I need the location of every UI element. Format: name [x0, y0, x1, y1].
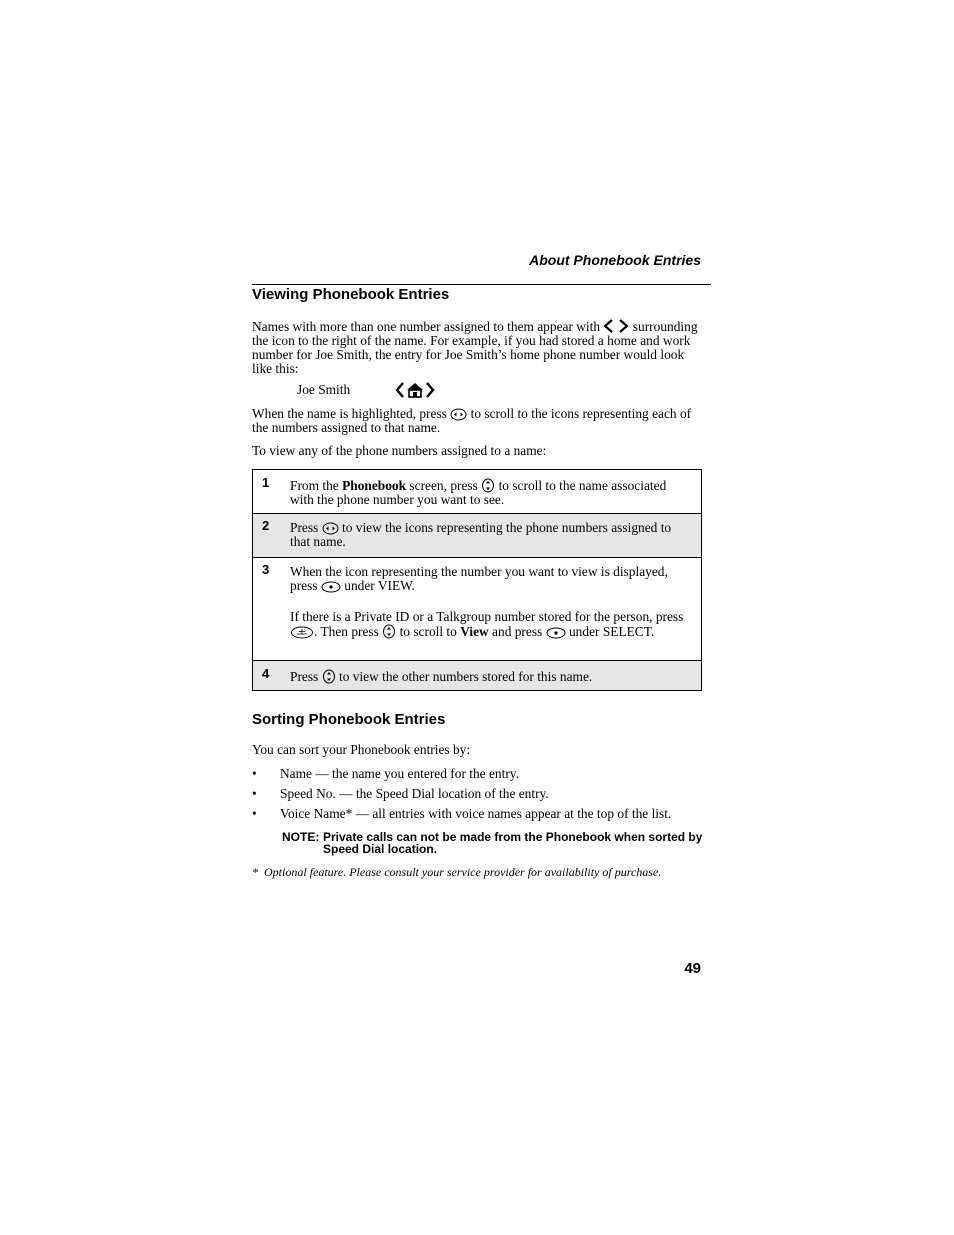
step-row-4 — [253, 661, 701, 691]
view-label: View — [460, 624, 489, 639]
phonebook-label: Phonebook — [342, 478, 407, 493]
list-item-text: Name — the name you entered for the entry. — [280, 766, 519, 781]
step-1-text-c: screen, press — [406, 478, 478, 493]
note-text: Private calls can not be made from the Phonebook when sorted by Speed Dial location. — [323, 830, 703, 856]
paragraph-sort-intro: You can sort your Phonebook entries by: — [252, 742, 471, 757]
section-title-viewing: Viewing Phonebook Entries — [252, 286, 450, 303]
note-label: NOTE: — [282, 830, 320, 844]
step-3-second-paragraph — [290, 610, 691, 639]
footnote-mark: * — [252, 865, 258, 879]
step-number: 1 — [262, 475, 270, 490]
step-1-text-d: to scroll to the name associated with the phone number you want to see. — [290, 478, 667, 507]
step-3-text-a: When the icon representing the number you want to view is displayed, press — [290, 564, 668, 593]
paragraph-highlighted — [252, 407, 702, 435]
step-4-text-b: to view the other numbers stored for this name. — [339, 669, 593, 684]
step-1-text-a: From the — [290, 478, 343, 493]
step-number: 2 — [262, 518, 270, 533]
footnote — [252, 865, 661, 879]
step-3-text-b: under VIEW. — [344, 578, 415, 593]
nav-up-down-icon — [481, 478, 495, 493]
step-row-2 — [253, 514, 701, 558]
page-number: 49 — [684, 960, 701, 977]
header-rule — [252, 284, 711, 285]
nav-up-down-icon — [382, 624, 396, 639]
menu-key-icon — [290, 626, 314, 639]
footnote-text: Optional feature. Please consult your service provider for availability of purchase. — [264, 865, 662, 879]
list-item-text: Speed No. — the Speed Dial location of the entry. — [280, 786, 549, 801]
step-2-text-b: to view the icons representing the phone numbers assigned to that name. — [290, 520, 672, 549]
step-text — [290, 661, 691, 684]
example-entry-name: Joe Smith — [297, 382, 351, 397]
step-number: 3 — [262, 562, 270, 577]
bullet-mark: • — [252, 786, 257, 801]
example-entry-icons — [395, 381, 435, 402]
bullet-mark: • — [252, 766, 257, 781]
step-number: 4 — [262, 666, 270, 681]
nav-up-down-icon — [322, 669, 336, 684]
p2-text-after: to scroll to the icons representing each of the numbers assigned to that name. — [252, 406, 692, 435]
paragraph-intro — [252, 318, 702, 376]
step-text — [290, 558, 691, 639]
step-3-text-d: . Then press — [314, 624, 379, 639]
softkey-icon — [546, 627, 566, 639]
list-item-text: Voice Name* — all entries with voice names appear at the top of the list. — [280, 806, 672, 821]
step-row-3 — [253, 558, 701, 661]
p2-text-before: When the name is highlighted, press — [252, 406, 447, 421]
step-2-text-a: Press — [290, 520, 319, 535]
step-3-text-c: If there is a Private ID or a Talkgroup number stored for the person, press — [290, 609, 684, 624]
nav-left-right-icon — [450, 408, 467, 421]
section-title-sorting: Sorting Phonebook Entries — [252, 711, 446, 728]
step-4-text-a: Press — [290, 669, 319, 684]
steps-table — [252, 469, 702, 691]
paragraph-to-view: To view any of the phone numbers assigned to a name: — [252, 443, 547, 458]
p1-text-after: surrounding the icon to the right of the name. For example, if you had stored a home and work number for Joe Smith, the entry for Joe Smith’s home phone number would look like this: — [252, 319, 698, 376]
home-icon — [395, 381, 435, 399]
softkey-icon — [321, 581, 341, 593]
running-header: About Phonebook Entries — [529, 252, 701, 268]
step-3-text-g: and press — [488, 624, 543, 639]
p1-text-before: Names with more than one number assigned to them appear with — [252, 319, 601, 334]
step-row-1 — [253, 470, 701, 514]
bullet-mark: • — [252, 806, 257, 821]
step-text — [290, 470, 691, 507]
angle-brackets-icon — [603, 318, 629, 334]
step-3-text-e: to scroll to — [399, 624, 461, 639]
step-text — [290, 514, 691, 549]
step-3-text-h: under SELECT. — [568, 624, 655, 639]
